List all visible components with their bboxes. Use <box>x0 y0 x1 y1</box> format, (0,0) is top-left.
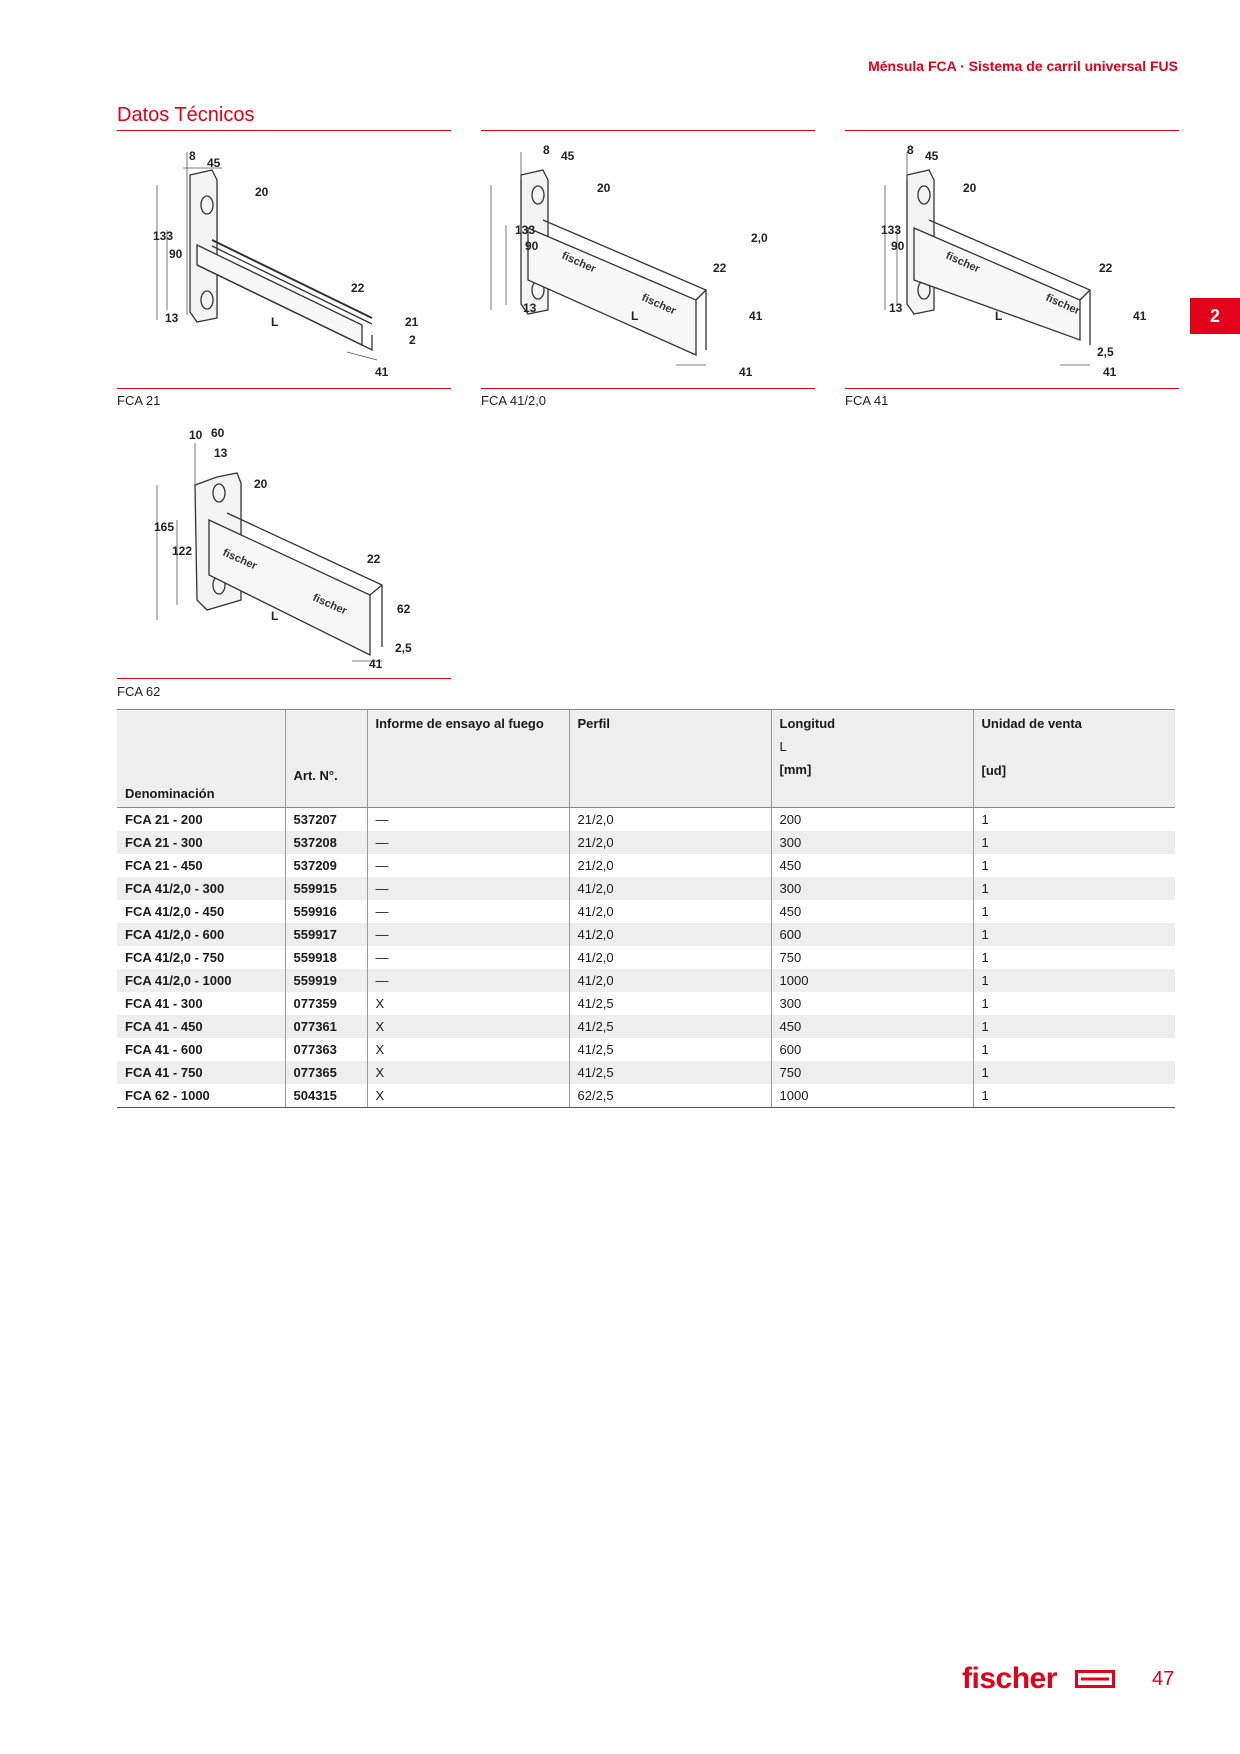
dim-label: 13 <box>523 301 537 315</box>
dim-label: 90 <box>169 247 183 261</box>
cell-unidad: 1 <box>981 904 989 919</box>
cell-art: 559915 <box>285 877 367 900</box>
cell-informe: — <box>367 900 569 923</box>
page-number: 47 <box>1152 1668 1175 1690</box>
dim-label: 13 <box>214 446 228 460</box>
cell-informe: — <box>367 854 569 877</box>
table-row <box>117 854 1175 877</box>
dim-label: 45 <box>207 156 221 170</box>
fischer-logo-mark-icon <box>1075 1670 1115 1693</box>
dim-label: 20 <box>597 181 611 195</box>
dim-label: 10 <box>189 428 203 442</box>
table-header-row <box>117 710 1175 808</box>
cell-unidad: 1 <box>973 1061 1175 1084</box>
cell-denominacion: FCA 41/2,0 - 450 <box>117 900 285 923</box>
dim-label: 13 <box>165 311 179 325</box>
cell-perfil: 41/2,5 <box>569 1061 771 1084</box>
cell-denominacion: FCA 62 - 1000 <box>117 1084 285 1108</box>
cell-art: 559919 <box>285 969 367 992</box>
cell-denominacion: FCA 21 - 450 <box>117 854 285 877</box>
cell-longitud: 450 <box>771 854 973 877</box>
cell-longitud: 300 <box>771 831 973 854</box>
cell-perfil: 41/2,5 <box>569 1015 771 1038</box>
dim-label: 20 <box>255 185 269 199</box>
col-header-denominacion: Denominación <box>117 710 285 808</box>
cell-denominacion: FCA 21 - 200 <box>117 808 285 832</box>
table-row <box>117 1061 1175 1084</box>
table-row <box>117 923 1175 946</box>
cell-perfil: 21/2,0 <box>569 808 771 832</box>
dim-label: L <box>271 315 279 329</box>
dim-label: 2 <box>409 333 416 347</box>
dim-label: 133 <box>153 229 174 243</box>
col-header-art: Art. N°. <box>285 710 367 808</box>
table-row <box>117 831 1175 854</box>
cell-art: 504315 <box>285 1084 367 1108</box>
fischer-logo: fischer <box>962 1662 1057 1695</box>
page-header-title: Ménsula FCA · Sistema de carril universal FUS <box>868 58 1178 74</box>
cell-denominacion: FCA 21 - 300 <box>117 831 285 854</box>
figure-caption: FCA 62 <box>117 684 161 699</box>
section-rule-3 <box>845 130 1179 131</box>
cell-longitud: 450 <box>771 900 973 923</box>
brand-mark: fischer <box>559 249 598 276</box>
figure-caption: FCA 21 <box>117 393 161 408</box>
dim-label: 20 <box>963 181 977 195</box>
table-row <box>117 1084 1175 1108</box>
dim-label: 22 <box>713 261 727 275</box>
cell-perfil: 21/2,0 <box>569 831 771 854</box>
cell-longitud: 300 <box>771 877 973 900</box>
cell-unidad: 1 <box>981 1042 989 1057</box>
caption-rule-4 <box>117 678 451 679</box>
col-header-perfil: Perfil <box>569 710 771 808</box>
cell-perfil: 41/2,5 <box>569 1038 771 1061</box>
figure-caption: FCA 41/2,0 <box>481 393 547 408</box>
product-table <box>117 709 1175 1108</box>
cell-perfil: 41/2,0 <box>569 877 771 900</box>
unidad-unit: [ud] <box>981 763 1007 778</box>
cell-unidad: 1 <box>973 923 1175 946</box>
dim-label: 22 <box>351 281 365 295</box>
dim-label: 41 <box>369 657 383 671</box>
cell-perfil: 62/2,5 <box>569 1084 771 1108</box>
longitud-symbol: L <box>779 739 787 754</box>
longitud-unit: [mm] <box>779 762 812 777</box>
cell-informe: X <box>367 1015 569 1038</box>
dim-label: 62 <box>397 602 411 616</box>
dim-label: 133 <box>881 223 902 237</box>
cell-denominacion: FCA 41/2,0 - 750 <box>117 946 285 969</box>
dim-label: L <box>271 609 279 623</box>
cell-longitud: 1000 <box>771 969 973 992</box>
dim-label: 41 <box>1103 365 1117 379</box>
cell-informe: — <box>367 946 569 969</box>
table-row <box>117 969 1175 992</box>
section-rule-1 <box>117 130 451 131</box>
col-header-informe: Informe de ensayo al fuego <box>367 710 569 808</box>
dim-label: 122 <box>172 544 193 558</box>
cell-informe: — <box>367 877 569 900</box>
cell-art: 559916 <box>285 900 367 923</box>
cell-art: 559917 <box>285 923 367 946</box>
dim-label: L <box>631 309 639 323</box>
cell-longitud: 750 <box>771 946 973 969</box>
cell-informe: — <box>367 831 569 854</box>
dim-label: 8 <box>543 143 550 157</box>
caption-rule-1 <box>117 388 451 389</box>
cell-perfil: 41/2,5 <box>569 992 771 1015</box>
table-row <box>117 900 1175 923</box>
cell-informe: — <box>367 923 569 946</box>
cell-longitud: 750 <box>771 1061 973 1084</box>
cell-perfil: 41/2,0 <box>569 946 771 969</box>
cell-denominacion: FCA 41 - 450 <box>117 1015 285 1038</box>
dim-label: 21 <box>405 315 419 329</box>
cell-unidad: 1 <box>981 950 989 965</box>
table-row <box>117 877 1175 900</box>
dim-label: 60 <box>211 426 225 440</box>
cell-unidad: 1 <box>973 969 1175 992</box>
cell-art: 537208 <box>285 831 367 854</box>
dim-label: 45 <box>925 149 939 163</box>
cell-unidad: 1 <box>981 858 989 873</box>
cell-denominacion: FCA 41 - 750 <box>117 1061 285 1084</box>
cell-denominacion: FCA 41/2,0 - 1000 <box>117 969 285 992</box>
brand-mark: fischer <box>943 249 982 276</box>
table-row <box>117 808 1175 832</box>
cell-denominacion: FCA 41/2,0 - 300 <box>117 877 285 900</box>
cell-informe: X <box>367 1038 569 1061</box>
dim-label: 8 <box>189 149 196 163</box>
cell-art: 537207 <box>285 808 367 832</box>
cell-unidad: 1 <box>973 1015 1175 1038</box>
bracket-drawing-fca62 <box>117 425 451 675</box>
dim-label: 22 <box>367 552 381 566</box>
dim-label: 133 <box>515 223 536 237</box>
cell-denominacion: FCA 41 - 300 <box>117 992 285 1015</box>
cell-perfil: 41/2,0 <box>569 969 771 992</box>
dim-label: 90 <box>525 239 539 253</box>
cell-art: 537209 <box>285 854 367 877</box>
brand-mark: fischer <box>220 546 259 573</box>
dim-label: 8 <box>907 143 914 157</box>
brand-mark: fischer <box>1043 291 1082 318</box>
bracket-drawing-fca21 <box>117 140 451 380</box>
cell-art: 077365 <box>285 1061 367 1084</box>
dim-label: 20 <box>254 477 268 491</box>
col-header-longitud: Longitud L [mm] <box>771 710 973 808</box>
dim-label: 41 <box>749 309 763 323</box>
table-row <box>117 1038 1175 1061</box>
cell-longitud: 600 <box>771 923 973 946</box>
cell-unidad: 1 <box>981 996 989 1011</box>
cell-unidad: 1 <box>973 831 1175 854</box>
cell-art: 077363 <box>285 1038 367 1061</box>
cell-art: 077361 <box>285 1015 367 1038</box>
dim-label: L <box>995 309 1003 323</box>
dim-label: 90 <box>891 239 905 253</box>
cell-informe: X <box>367 992 569 1015</box>
dim-label: 13 <box>889 301 903 315</box>
table-row <box>117 1015 1175 1038</box>
cell-longitud: 600 <box>771 1038 973 1061</box>
chapter-tab-marker: 2 <box>1190 298 1240 334</box>
dim-label: 41 <box>375 365 389 379</box>
cell-unidad: 1 <box>973 877 1175 900</box>
cell-perfil: 41/2,0 <box>569 900 771 923</box>
cell-denominacion: FCA 41/2,0 - 600 <box>117 923 285 946</box>
dim-label: 2,0 <box>751 231 768 245</box>
dim-label: 165 <box>154 520 175 534</box>
cell-perfil: 41/2,0 <box>569 923 771 946</box>
brand-mark: fischer <box>639 291 678 318</box>
cell-informe: X <box>367 1061 569 1084</box>
section-rule-2 <box>481 130 815 131</box>
dim-label: 2,5 <box>1097 345 1114 359</box>
bracket-drawing-fca41 <box>845 140 1179 380</box>
cell-art: 559918 <box>285 946 367 969</box>
caption-rule-2 <box>481 388 815 389</box>
bracket-drawing-fca41-20 <box>481 140 815 380</box>
caption-rule-3 <box>845 388 1179 389</box>
cell-perfil: 21/2,0 <box>569 854 771 877</box>
cell-informe: — <box>367 808 569 832</box>
col-header-unidad: Unidad de venta [ud] <box>973 710 1175 808</box>
dim-label: 41 <box>739 365 753 379</box>
cell-informe: X <box>367 1084 569 1108</box>
cell-unidad: 1 <box>981 812 989 827</box>
cell-longitud: 200 <box>771 808 973 832</box>
cell-informe: — <box>367 969 569 992</box>
cell-denominacion: FCA 41 - 600 <box>117 1038 285 1061</box>
cell-longitud: 300 <box>771 992 973 1015</box>
table-row <box>117 946 1175 969</box>
cell-unidad: 1 <box>973 1084 1175 1108</box>
cell-longitud: 1000 <box>771 1084 973 1108</box>
cell-longitud: 450 <box>771 1015 973 1038</box>
dim-label: 41 <box>1133 309 1147 323</box>
table-row <box>117 992 1175 1015</box>
cell-art: 077359 <box>285 992 367 1015</box>
dim-label: 45 <box>561 149 575 163</box>
dim-label: 22 <box>1099 261 1113 275</box>
figure-caption: FCA 41 <box>845 393 889 408</box>
dim-label: 2,5 <box>395 641 412 655</box>
section-title: Datos Técnicos <box>117 104 255 126</box>
brand-mark: fischer <box>310 591 349 618</box>
